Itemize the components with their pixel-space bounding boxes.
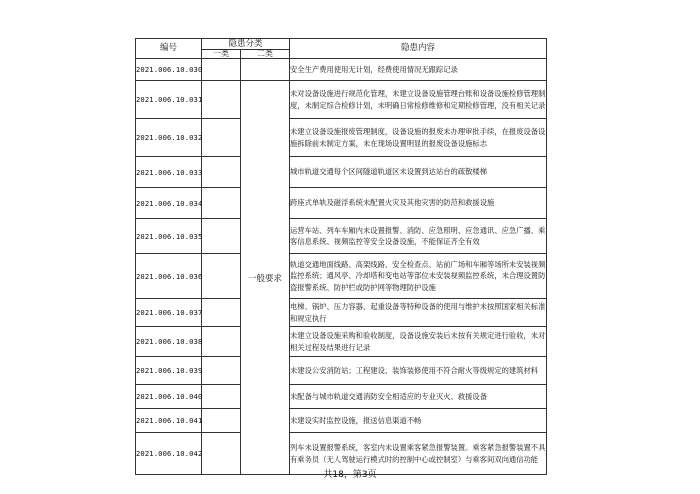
table-row (136, 157, 547, 188)
row-code: 2021.006.10.033 (136, 157, 202, 188)
row-content-text: 未建设公安消防站；工程建设、装饰装修使用不符合耐火等级规定的建筑材料 (290, 365, 539, 375)
table-row (136, 59, 547, 81)
row-content-text: 未对设备设施进行规范化管理，未建立设备设施管理台账和设备设施检修管理制度，未制定综合检修计划，未明确日常检修维修和定期检修管理，没有相关记录 (290, 89, 546, 110)
row-level1-cell (202, 254, 241, 299)
page-footer: 共18，第3页 (323, 470, 377, 480)
row-content (290, 385, 547, 409)
row-content (290, 299, 547, 327)
row-code: 2021.006.10.031 (136, 81, 202, 119)
header-level2: 二类 (241, 50, 290, 59)
row-content (290, 81, 547, 119)
table-row (136, 385, 547, 409)
row-content-text: 未建立设备设施采购和验收制度，设备设施安装后未按有关规定进行验收，未对相关过程及结果进行记录 (290, 331, 546, 352)
row-content (290, 157, 547, 188)
row-code: 2021.006.10.042 (136, 433, 202, 475)
header-code: 编号 (136, 39, 202, 59)
row-code: 2021.006.10.038 (136, 327, 202, 357)
row-level1-cell (202, 299, 241, 327)
row-level1-cell (202, 357, 241, 385)
table-row (136, 81, 547, 119)
row-content-text: 运营车站、列车车厢内未设置报警、消防、应急照明、应急通讯、应急广播、乘客信息系统、视频监控等安全设备设施，不能保证齐全有效 (290, 225, 546, 246)
row-content-text: 轨道交通地面线路、高架线路、安全检查点、站前广场和车厢等场所未安装视频监控系统；通风亭、冷却塔和变电站等部位未安装视频监控系统，未合理设置防盗报警系统、防护栏或防护网等物理防护设施 (290, 260, 546, 292)
table-row (136, 254, 547, 299)
table-row (136, 299, 547, 327)
row-code: 2021.006.10.034 (136, 188, 202, 219)
row-content-text: 城市轨道交通每个区间隧道轨道区未设置到达站台的疏散楼梯 (290, 167, 488, 177)
row-code: 2021.006.10.039 (136, 357, 202, 385)
row-level1-cell (202, 385, 241, 409)
row-code: 2021.006.10.036 (136, 254, 202, 299)
row-content-text: 未建立设备设施报废管理制度，设备设施的报废未办理审批手续，在报废设备设施拆除前未制定方案，未在现场设置明显的报废设备设施标志 (290, 127, 546, 148)
row-level2-cell (241, 59, 290, 81)
row-content-text: 列车未设置报警系统，客室内未设置乘客紧急报警装置。乘客紧急报警装置不具有乘务员（无人驾驶运行模式时的控制中心或控制室）与乘客间双向通信功能 (290, 443, 546, 464)
table-row (136, 357, 547, 385)
row-code: 2021.006.10.040 (136, 385, 202, 409)
row-level1-cell (202, 81, 241, 119)
row-content (290, 188, 547, 219)
row-code: 2021.006.10.041 (136, 409, 202, 433)
row-content-text: 安全生产费用使用无计划，经费使用情况无跟踪记录 (290, 64, 458, 74)
header-content: 隐患内容 (290, 39, 547, 59)
row-code: 2021.006.10.035 (136, 219, 202, 254)
row-level1-cell (202, 409, 241, 433)
row-content-text: 电梯、锅炉、压力容器、起重设备等特种设备的使用与维护未按照国家相关标准和规定执行 (290, 302, 546, 323)
row-code: 2021.006.10.037 (136, 299, 202, 327)
row-level1-cell (202, 219, 241, 254)
row-level1-cell (202, 59, 241, 81)
header-level1: 一类 (202, 50, 241, 59)
row-content (290, 357, 547, 385)
hazard-table (135, 38, 547, 475)
row-content (290, 59, 547, 81)
level2-merged-cell: 一般要求 (241, 81, 290, 475)
row-level1-cell (202, 157, 241, 188)
row-code: 2021.006.10.032 (136, 119, 202, 157)
row-content (290, 327, 547, 357)
row-level1-cell (202, 327, 241, 357)
row-content (290, 219, 547, 254)
table-row (136, 119, 547, 157)
row-code: 2021.006.10.030 (136, 59, 202, 81)
header-category: 隐患分类 (202, 39, 290, 50)
row-content (290, 119, 547, 157)
table-row (136, 188, 547, 219)
row-content-text: 跨座式单轨及磁浮系统未配置火灾及其他灾害的防范和救援设施 (290, 198, 495, 208)
row-content (290, 254, 547, 299)
row-content-text: 未配备与城市轨道交通消防安全相适应的专业灭火、救援设备 (290, 391, 488, 401)
table-row (136, 219, 547, 254)
row-content-text: 未建设实时监控设施，报送信息渠道不畅 (290, 415, 422, 425)
row-level1-cell (202, 119, 241, 157)
table-row (136, 409, 547, 433)
table-row (136, 327, 547, 357)
row-content (290, 409, 547, 433)
row-level1-cell (202, 188, 241, 219)
